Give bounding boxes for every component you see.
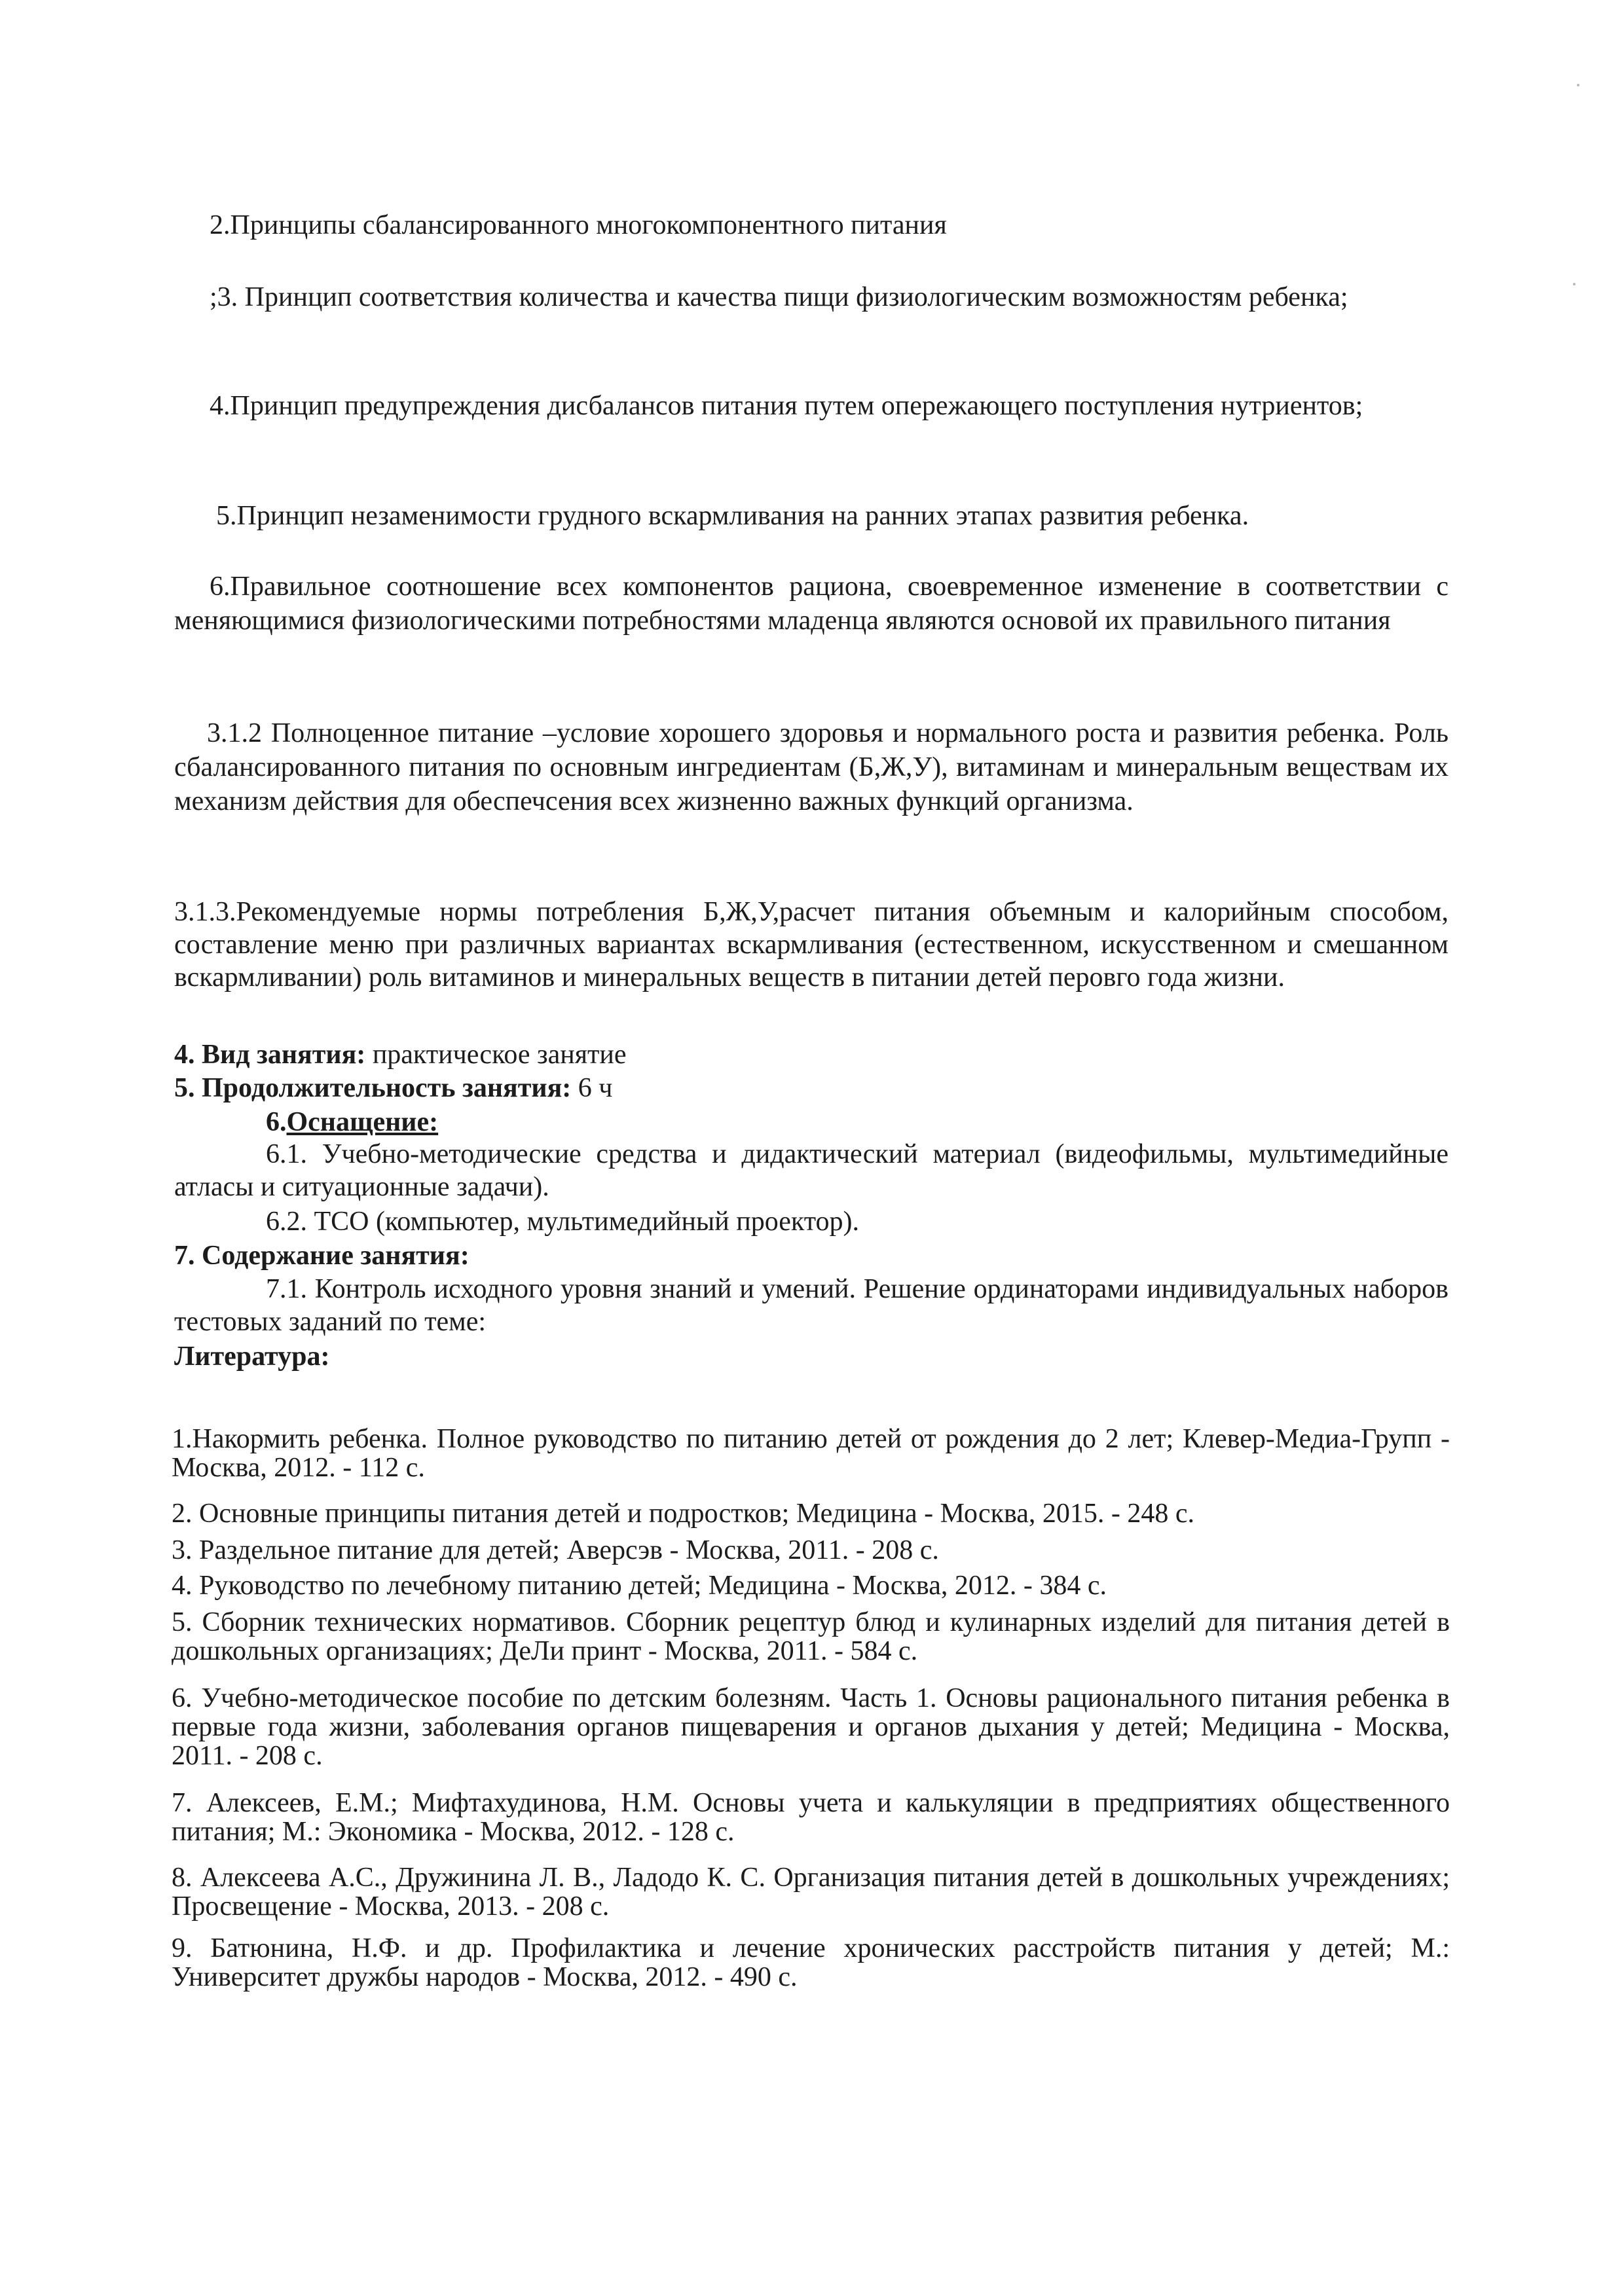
literature-heading: Литература: [174,1341,330,1372]
literature-item-5: 5. Сборник технических нормативов. Сборник рецептур блюд и кулинарных изделий для питания детей в дошкольных организациях; ДеЛи принт - Москва, 2011. - 584 с. [172,1607,1450,1666]
topic-3-1-3: 3.1.3.Рекомендуемые нормы потребления Б,Ж,У,расчет питания объемным и калорийным способом, составление меню при различных вариантах вскармливания (естественном, искусственном и смешанном вскармливании) роль витаминов и минеральных веществ в питании детей перовго года жизни. [174,897,1449,993]
equipment-heading [266,1105,1183,1139]
equipment-label: Оснащение: [286,1107,439,1137]
topic-3-1-2: 3.1.2 Полноценное питание –условие хорошего здоровья и нормального роста и развития ребенка. Роль сбалансированного питания по основным ингрeдиентам (Б,Ж,У), витаминам и минеральным веществам их механизм действия для обеспечсения всех жизненно важных функций организма. [174,718,1449,816]
lesson-duration-label: 5. Продолжительность занятия: [174,1073,572,1103]
scan-speck [1577,84,1579,86]
principle-5: 5.Принцип незаменимости грудного вскармливания на ранних этапах развития ребенка. [216,501,1249,531]
literature-item-4: 4. Руководство по лечебному питанию детей; Медицина - Москва, 2012. - 384 с. [172,1571,1107,1601]
principle-6: 6.Правильное соотношение всех компонентов рациона, своевременное изменение в соответствии с меняющимися физиологическими потребностями младенца являются основой их правильного питания [174,572,1449,636]
lesson-type-value: практическое занятие [365,1040,627,1070]
literature-item-8: 8. Алексеева А.С., Дружинина Л. В., Ладодо К. С. Организация питания детей в дошкольных учреждениях; Просвещение - Москва, 2013. - 208 с. [172,1863,1450,1922]
equipment-item-1: 6.1. Учебно-методические средства и дидактический материал (видеофильмы, мультимедийные атласы и ситуационные задачи). [174,1139,1449,1202]
lesson-duration-value: 6 ч [571,1073,613,1103]
literature-item-7: 7. Алексеев, Е.М.; Мифтахудинова, Н.М. Основы учета и калькуляции в предприятиях общественного питания; М.: Экономика - Москва, 2012. - 128 с. [172,1788,1450,1847]
literature-item-1: 1.Накормить ребенка. Полное руководство по питанию детей от рождения до 2 лет; Клевер-Медиа-Групп - Москва, 2012. - 112 с. [172,1424,1450,1483]
principle-4: 4.Принцип предупреждения дисбалансов питания путем опережающего поступления нутриентов; [210,391,1363,421]
lesson-type-label: 4. Вид занятия: [174,1040,366,1070]
principle-2: 2.Принципы сбалансированного многокомпонентного питания [210,210,947,240]
literature-item-6: 6. Учебно-методическое пособие по детским болезням. Часть 1. Основы рационального питания ребенка в первые года жизни, заболевания органов пищеварения и органов дыхания у детей; Медицина - Москва, 2011. - 208 с. [172,1683,1450,1771]
content-heading: 7. Содержание занятия: [174,1241,470,1271]
equipment-item-2: 6.2. ТСО (компьютер, мультимедийный проектор). [266,1207,859,1237]
scan-speck [1573,283,1576,285]
lesson-duration-line [174,1071,1449,1105]
literature-item-9: 9. Батюнина, Н.Ф. и др. Профилактика и лечение хронических расстройств питания у детей; М.: Университет дружбы народов - Москва, 2012. - 490 с. [172,1933,1450,1992]
principle-3: ;3. Принцип соответствия количества и качества пищи физиологическим возможностям ребенка; [210,282,1348,312]
literature-item-3: 3. Раздельное питание для детей; Аверсэв - Москва, 2011. - 208 с. [172,1535,939,1565]
equipment-number: 6. [266,1107,287,1137]
content-item-1: 7.1. Контроль исходного уровня знаний и умений. Решение ординаторами индивидуальных наборов тестовых заданий по теме: [174,1274,1449,1337]
lesson-type-line [174,1038,1449,1072]
literature-item-2: 2. Основные принципы питания детей и подростков; Медицина - Москва, 2015. - 248 с. [172,1499,1195,1529]
